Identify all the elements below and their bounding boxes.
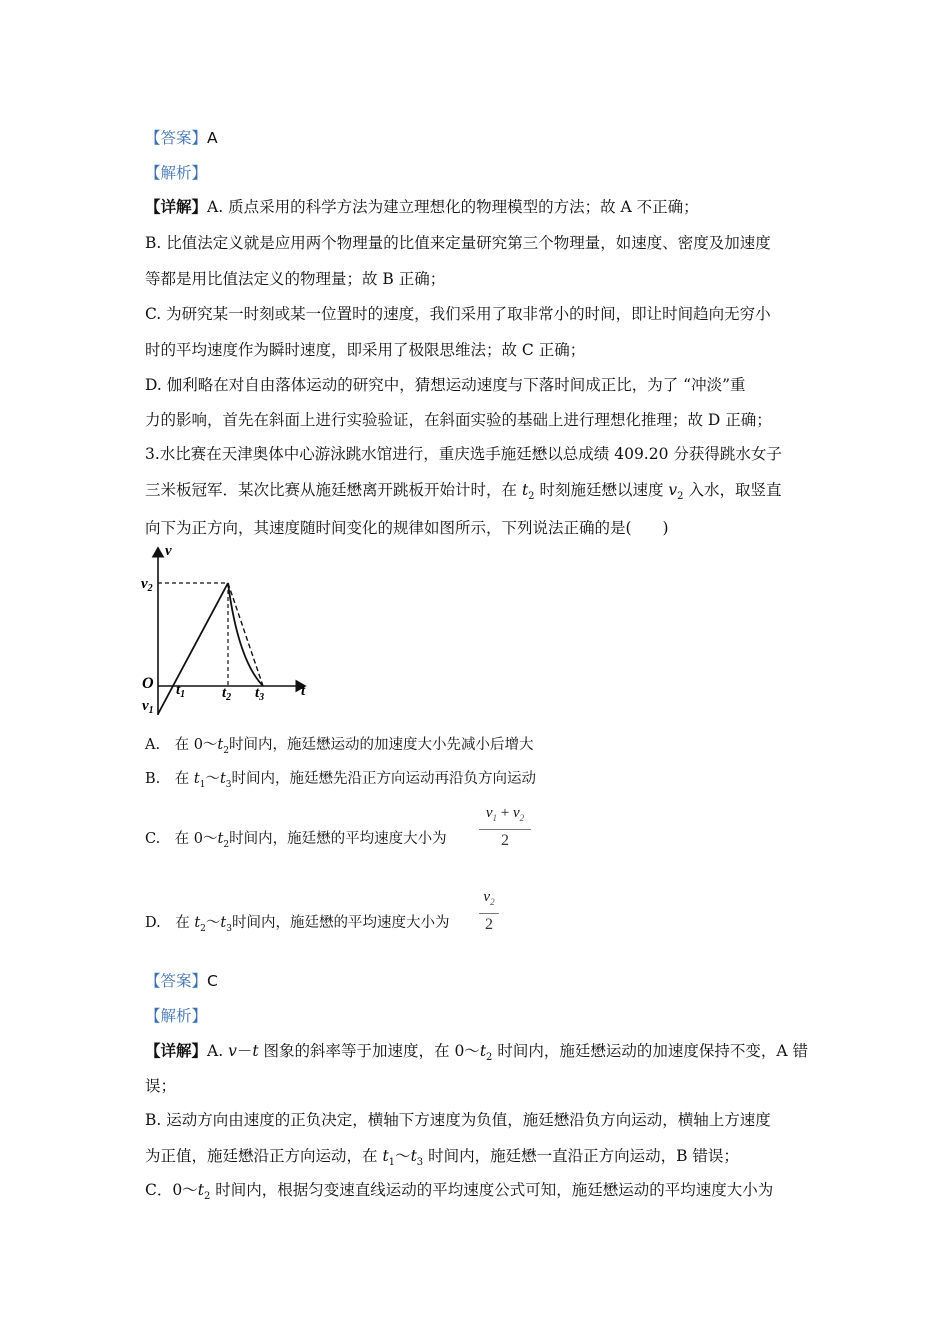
option-text: 时间内，施廷懋的平均速度大小为 [229,831,447,847]
option-text: 时间内，施廷懋先沿正方向运动再沿负方向运动 [231,771,536,787]
detail2-line-5 [145,1180,773,1207]
detail-text: 图象的斜率等于加速度，在 0～ [258,1042,480,1060]
var-t: t [410,1147,417,1165]
var-v: v [228,1042,237,1060]
var-sub: 2 [223,745,229,756]
detail-text: A. [207,1042,229,1060]
detail-tag: 【详解】 [145,1041,208,1060]
question-text: 入水，取竖直 [683,481,782,499]
answer-label: 【答案】 [145,129,208,147]
fraction-denominator: 2 [501,832,509,849]
analysis-label: 【解析】 [145,164,208,182]
var-t: t [197,1181,204,1199]
question-text: 三米板冠军．某次比赛从施廷懋离开跳板开始计时，在 [145,481,522,499]
var-t: t [252,1042,259,1060]
option-text: ～ [205,771,220,787]
fraction-v2-over-2 [479,888,499,934]
option-text: 时间内，施廷懋的平均速度大小为 [231,915,450,931]
detail-line-6: D. 伽利略在对自由落体运动的研究中，猜想运动速度与下落时间成正比，为了 “冲淡”重 [145,376,746,394]
v-axis-label: v [165,543,172,559]
var-t: t [193,771,200,787]
var-sub: 3 [416,1157,424,1169]
answer-value: C [207,972,218,990]
option-text: ～ [205,915,221,931]
var-t: t [220,915,227,931]
var-sub: 2 [203,1191,211,1203]
v1-label: $v_1$ [142,698,154,716]
origin-label: O [142,675,154,692]
fraction-denominator: 2 [485,916,493,933]
fraction-v1-plus-v2-over-2 [479,804,531,850]
var-t: t [217,737,224,753]
analysis-label: 【解析】 [145,1007,208,1025]
var-sub: 3 [225,779,232,790]
var-t: t [219,771,226,787]
option-c[interactable] [145,829,447,855]
t-axis-label: t [301,683,306,699]
t3-label: $t_3$ [255,685,265,703]
velocity-line [158,583,228,714]
option-a[interactable] [145,735,533,761]
detail-text: 为正值，施廷懋沿正方向运动，在 [145,1147,383,1165]
var-sub: 2 [200,923,206,934]
var-sub: 2 [528,491,535,503]
answer-label: 【答案】 [145,972,208,990]
var-sub: 3 [226,923,232,934]
var-sub: 1 [388,1157,396,1169]
detail2-line-2: 误； [145,1077,177,1095]
detail-text: ～ [395,1147,411,1165]
detail2-line-4 [145,1146,739,1173]
detail2-line-3: B. 运动方向由速度的正负决定，横轴下方速度为负值，施廷懋沿负方向运动，横轴上方速度 [145,1111,771,1129]
var-v: v [668,481,678,499]
var-t: t [521,481,529,499]
question-text: 时刻施廷懋以速度 [534,481,669,499]
detail2-line-1 [145,1041,808,1068]
var-sub: 2 [223,839,230,850]
question-line-2 [145,480,781,507]
option-d[interactable] [145,913,449,939]
option-b[interactable] [145,769,536,795]
var-sub: 2 [677,491,684,503]
var-sub: 2 [486,1052,493,1064]
detail-line-4: C. 为研究某一时刻或某一位置时的速度，我们采用了取非常小的时间，即让时间趋向无穷小 [145,305,771,323]
question-line-1: 3.水比赛在天津奥体中心游泳跳水馆进行，重庆选手施廷懋以总成绩 409.20 分获得跳水女子 [145,445,782,463]
option-text: D. 在 [145,915,195,931]
detail-text: A. 质点采用的科学方法为建立理想化的物理模型的方法；故 A 不正确； [207,198,699,216]
fraction-bar [479,829,531,830]
var-t: t [194,915,201,931]
answer-line-2 [145,971,218,991]
v2-label: $v_2$ [141,576,153,594]
detail-line-7: 力的影响，首先在斜面上进行实验验证，在斜面实验的基础上进行理想化推理；故 D 正确； [145,411,772,429]
answer-line-1 [145,128,218,148]
detail-line-1 [145,197,699,217]
detail-line-5: 时的平均速度作为瞬时速度，即采用了极限思维法；故 C 正确； [145,341,586,359]
t2-label: $t_2$ [222,685,232,703]
fraction-bar [479,913,499,914]
var-t: t [382,1147,389,1165]
option-text: A. 在 0～ [145,737,218,753]
detail-text: C．0～ [145,1181,198,1199]
option-text: 时间内，施廷懋运动的加速度大小先减小后增大 [228,737,534,753]
t1-label: $t_1$ [176,682,186,700]
detail-text: － [236,1042,253,1060]
option-text: C. 在 0～ [145,831,218,847]
fraction-numerator: $v_1 + v_2$ [485,805,525,823]
fraction-numerator: $v_2$ [483,889,495,907]
detail-line-2: B. 比值法定义就是应用两个物理量的比值来定量研究第三个物理量，如速度、密度及加速度 [145,234,771,252]
var-t: t [479,1042,487,1060]
detail-line-3: 等都是用比值法定义的物理量；故 B 正确； [145,270,446,288]
velocity-time-graph [138,540,313,720]
detail-tag: 【详解】 [145,197,208,216]
detail-text: 时间内，施廷懋一直沿正方向运动，B 错误； [423,1147,739,1165]
var-t: t [217,831,224,847]
detail-text: 时间内，根据匀变速直线运动的平均速度公式可知，施廷懋运动的平均速度大小为 [210,1181,774,1199]
linear-decline-dashed [228,583,263,686]
detail-text: 时间内，施廷懋运动的加速度保持不变，A 错 [492,1042,808,1060]
answer-value: A [207,129,218,147]
question-line-3: 向下为正方向，其速度随时间变化的规律如图所示，下列说法正确的是( ) [145,519,669,537]
var-sub: 1 [199,779,206,790]
option-text: B. 在 [145,771,194,787]
